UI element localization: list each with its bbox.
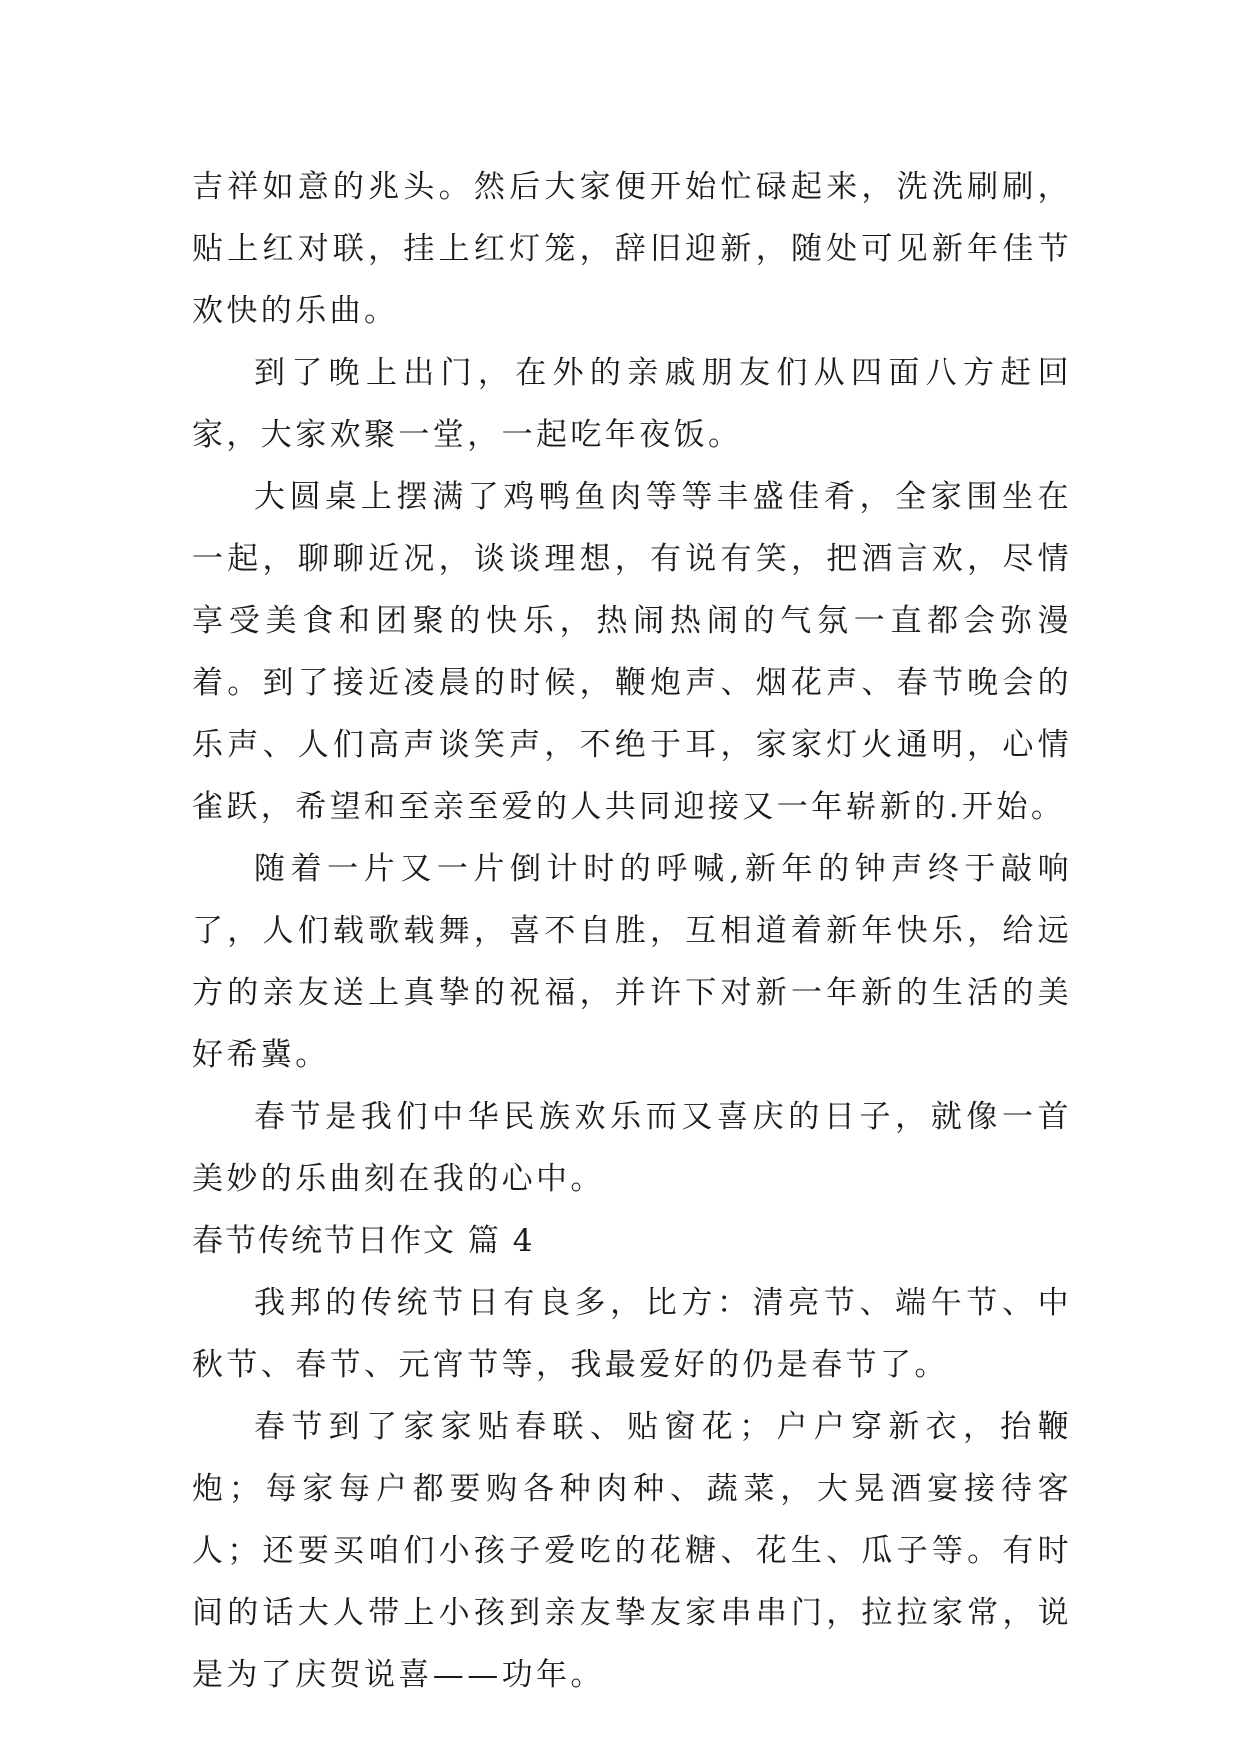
paragraph-dinner: 大圆桌上摆满了鸡鸭鱼肉等等丰盛佳肴，全家围坐在一起，聊聊近况，谈谈理想，有说有笑，把酒言欢，尽情享受美食和团聚的快乐，热闹热闹的气氛一直都会弥漫着。到了接近凌晨的时候，鞭炮声、烟花声、春节晚会的乐声、人们高声谈笑声，不绝于耳，家家灯火通明，心情雀跃，希望和至亲至爱的人共同迎接又一年崭新的.开始。 [192, 479, 1072, 825]
paragraph-evening: 到了晚上出门，在外的亲戚朋友们从四面八方赶回家，大家欢聚一堂，一起吃年夜饭。 [192, 355, 1072, 453]
paragraph-countdown: 随着一片又一片倒计时的呼喊,新年的钟声终于敲响了，人们载歌载舞，喜不自胜，互相道着新年快乐，给远方的亲友送上真挚的祝福，并许下对新一年新的生活的美好希冀。 [192, 851, 1072, 1073]
document-body [192, 156, 1072, 1706]
paragraph-festivals: 我邦的传统节日有良多，比方：清亮节、端午节、中秋节、春节、元宵节等，我最爱好的仍是春节了。 [192, 1285, 1072, 1383]
section-heading: 春节传统节日作文 篇 4 [192, 1223, 535, 1259]
paragraph-customs: 春节到了家家贴春联、贴窗花；户户穿新衣，抬鞭炮；每家每户都要购各种肉种、蔬菜，大晃酒宴接待客人；还要买咱们小孩子爱吃的花糖、花生、瓜子等。有时间的话大人带上小孩到亲友挚友家串串门，拉拉家常，说是为了庆贺说喜——功年。 [192, 1409, 1072, 1693]
paragraph-conclusion: 春节是我们中华民族欢乐而又喜庆的日子，就像一首美妙的乐曲刻在我的心中。 [192, 1099, 1072, 1197]
paragraph-continued: 吉祥如意的兆头。然后大家便开始忙碌起来，洗洗刷刷，贴上红对联，挂上红灯笼，辞旧迎新，随处可见新年佳节欢快的乐曲。 [192, 169, 1072, 329]
